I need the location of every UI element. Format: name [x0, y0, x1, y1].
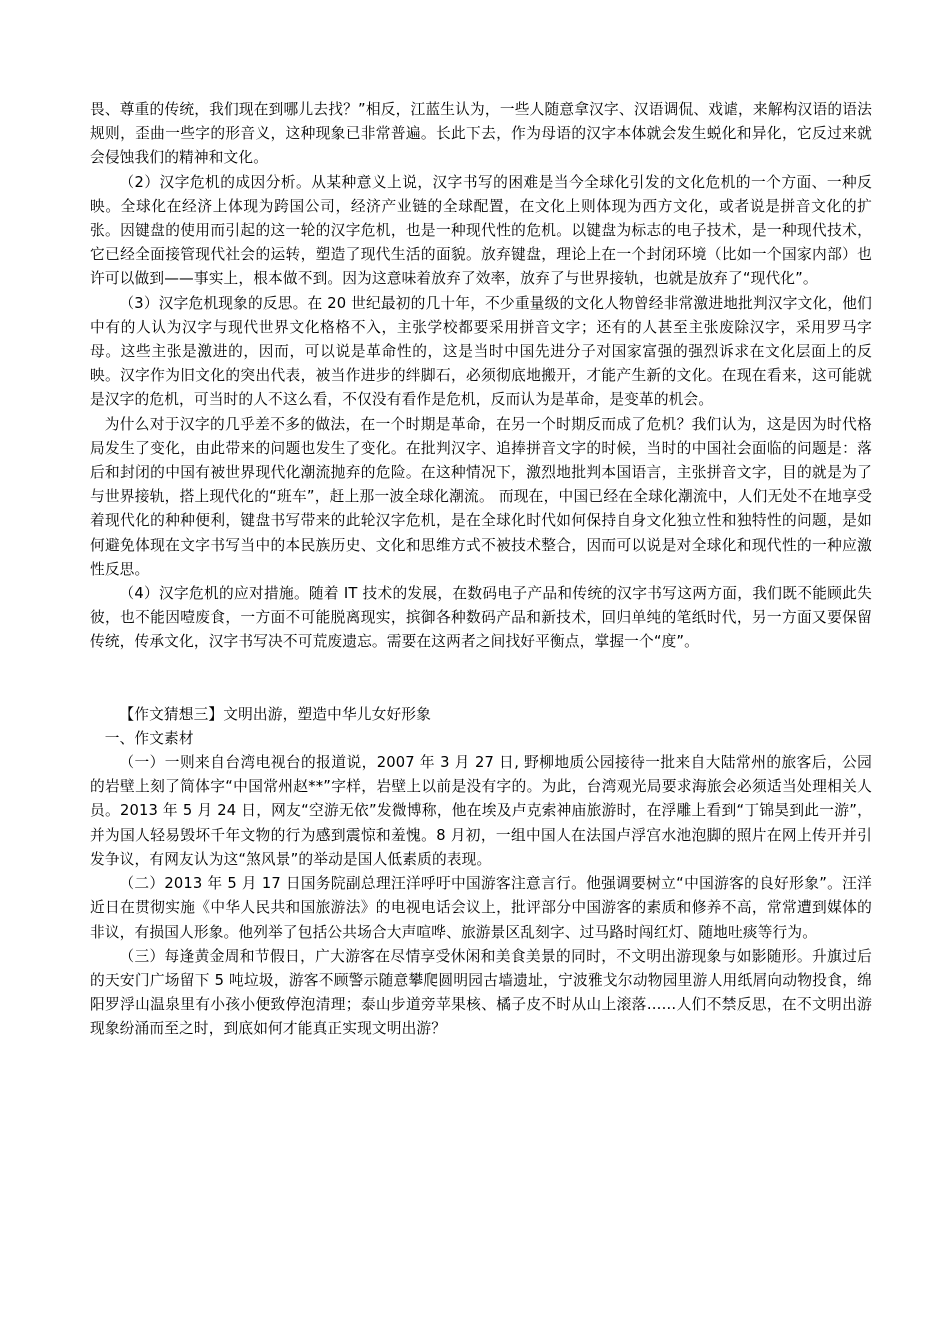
paragraph-countermeasures: （4）汉字危机的应对措施。随着 IT 技术的发展，在数码电子产品和传统的汉字书写这两方面，我们既不能顾此失彼，也不能因噎废食，一方面不可能脱离现实，摈御各种数码产品和新技术，回归单纯的笔纸时代，另一方面又要保留传统，传承文化，汉字书写决不可荒废遗忘。需要在这两者之间找好平衡点，掌握一个“度”。: [90, 585, 872, 651]
section-subheading: 一、作文素材: [104, 729, 194, 747]
paragraph-continuation: 畏、尊重的传统，我们现在到哪儿去找？”相反，江蓝生认为，一些人随意拿汉字、汉语调侃、戏谑，来解构汉语的语法规则，歪曲一些字的形音义，这种现象已非常普遍。长此下去，作为母语的汉字本体就会发生蜕化和异化，它反过来就会侵蚀我们的精神和文化。: [90, 101, 872, 167]
section-gap: [90, 655, 872, 703]
paragraph-crisis-causes: （2）汉字危机的成因分析。从某种意义上说，汉字书写的困难是当今全球化引发的文化危机的一个方面、一种反映。全球化在经济上体现为跨国公司，经济产业链的全球配置，在文化上则体现为西方文化，或者说是拼音文化的扩张。因键盘的使用而引起的这一轮的汉字危机，也是一种现代性的危机。以键盘为标志的电子技术，是一种现代技术，它已经全面接管现代社会的运转，塑造了现代生活的面貌。放弃键盘，理论上在一个封闭环境（比如一个国家内部）也许可以做到——事实上，根本做不到。因为这意味着放弃了效率，放弃了与世界接轨，也就是放弃了“现代化”。: [90, 173, 872, 288]
paragraph-crisis-reflection: （3）汉字危机现象的反思。在 20 世纪最初的几十年，不少重量级的文化人物曾经非常激进地批判汉字文化，他们中有的人认为汉字与现代世界文化格格不入，主张学校都要采用拼音文字；还有的人甚至主张废除汉字，采用罗马字母。这些主张是激进的，因而，可以说是革命性的，这是当时中国先进分子对国家富强的强烈诉求在文化层面上的反映。汉字作为旧文化的突出代表，被当作进步的绊脚石，必须彻底地搬开，才能产生新的文化。在现在看来，这可能就是汉字的危机，可当时的人不这么看，不仅没有看作是危机，反而认为是革命，是变革的机会。: [90, 294, 872, 409]
material-paragraph-3: （三）每逢黄金周和节假日，广大游客在尽情享受休闲和美食美景的同时，不文明出游现象与如影随形。升旗过后的天安门广场留下 5 吨垃圾，游客不顾警示随意攀爬圆明园古墙遗址，宁波雅戈尔动物园里游人用纸屑向动物投食，绵阳罗浮山温泉里有小孩小便致停泡清理；泰山步道旁苹果核、橘子皮不时从山上滚落……人们不禁反思，在不文明出游现象纷涌而至之时，到底如何才能真正实现文明出游？: [90, 947, 872, 1038]
section-heading: 【作文猜想三】文明出游，塑造中华儿女好形象: [119, 705, 431, 723]
material-paragraph-1: （一）一则来自台湾电视台的报道说，2007 年 3 月 27 日, 野柳地质公园接待一批来自大陆常州的旅客后，公园的岩壁上刻了简体字“中国常州赵**”字样，岩壁上以前是没有字的。为此，台湾观光局要求海旅会必须适当处理相关人员。2013 年 5 月 24 日，网友“空游无依”发微博称，他在埃及卢克索神庙旅游时，在浮雕上看到“丁锦昊到此一游”，并为国人轻易毁坏千年文物的行为感到震惊和羞愧。8 月初，一组中国人在法国卢浮宫水池泡脚的照片在网上传开并引发争议，有网友认为这“煞风景”的举动是国人低素质的表现。: [90, 754, 872, 868]
material-paragraph-2: （二）2013 年 5 月 17 日国务院副总理汪洋呼吁中国游客注意言行。他强调要树立“中国游客的良好形象”。汪洋近日在贯彻实施《中华人民共和国旅游法》的电视电话会议上，批评部分中国游客的素质和修养不高，常常遭到媒体的非议，有损国人形象。他列举了包括公共场合大声喧哗、旅游景区乱刻字、过马路时闯红灯、随地吐痰等行为。: [90, 875, 872, 941]
paragraph-why-question: 为什么对于汉字的几乎差不多的做法，在一个时期是革命，在另一个时期反而成了危机？我们认为，这是因为时代格局发生了变化，由此带来的问题也发生了变化。在批判汉字、追捧拼音文字的时候，当时的中国社会面临的问题是：落后和封闭的中国有被世界现代化潮流抛弃的危险。在这种情况下，激烈地批判本国语言，主张拼音文字，目的就是为了与世界接轨，搭上现代化的“班车”，赶上那一波全球化潮流。 而现在，中国已经在全球化潮流中，人们无处不在地享受着现代化的种种便利，键盘书写带来的此轮汉字危机，是在全球化时代如何保持自身文化独立性和独特性的问题，是如何避免体现在文字书写当中的本民族历史、文化和思维方式不被技术整合，因而可以说是对全球化和现代性的一种应激性反思。: [90, 415, 872, 578]
